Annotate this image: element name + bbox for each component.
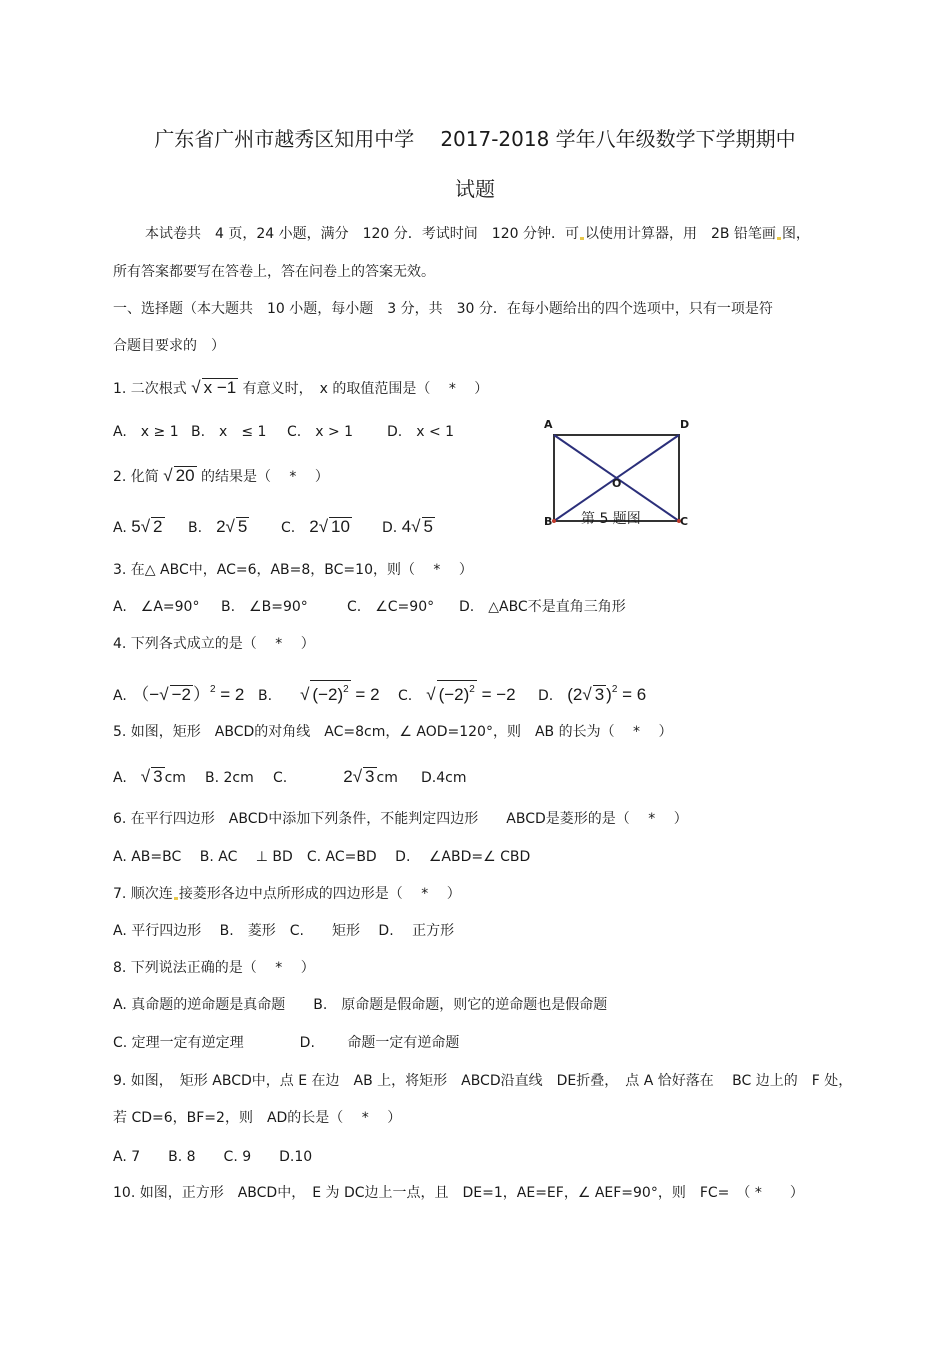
open: (2 (567, 685, 583, 704)
q2-option-d-math: 4√ 5 (401, 517, 433, 536)
figure-label-b: B (544, 515, 553, 528)
mark-dot (777, 237, 781, 240)
q2-option-d-label: D. (382, 520, 398, 536)
question-1-options (113, 422, 454, 442)
q5-option-a (113, 767, 205, 788)
radicand-group (310, 680, 350, 703)
q2-option-a (113, 517, 188, 538)
document-title-line1 (0, 125, 950, 153)
figure-label-c: C (680, 515, 689, 528)
radicand: 2 (153, 517, 163, 536)
exponent: 2 (611, 684, 618, 695)
q2-option-b (188, 517, 281, 538)
q2-option-d (382, 517, 435, 538)
figure-label-d: D (680, 418, 690, 431)
q4-option-a-math: （−√ −2 ）$^2$ = 2 (140, 684, 245, 704)
q1-option-b: B. x ≤ 1 (191, 424, 267, 440)
label: D. (538, 688, 554, 704)
q4-option-d (538, 680, 646, 706)
intro-line1 (145, 224, 810, 244)
q4-option-a (113, 680, 258, 706)
q1-option-a: A. x ≥ 1 (113, 424, 179, 440)
q3-option-d: D. △ABC不是直角三角形 (459, 599, 626, 615)
q5-option-d: D.4cm (421, 770, 467, 786)
coef: 4 (401, 517, 412, 536)
question-5-options (113, 767, 466, 788)
q2-option-c-math: 2√ 10 (309, 517, 350, 536)
question-9-stem-line1: 9. 如图， 矩形 ABCD中，点 E 在边 AB 上，将矩形 ABCD沿直线 DE折叠， 点 A 恰好落在 BC 边上的 F 处， (113, 1073, 853, 1089)
q5-option-b: B. 2cm (205, 770, 254, 786)
label: C. (398, 688, 413, 704)
close: ) (606, 685, 612, 704)
mark-dot (580, 237, 584, 240)
question-3-stem: 3. 在△ ABC中，AC=6，AB=8，BC=10，则（ * ） (113, 562, 473, 578)
q4-option-c (398, 680, 538, 706)
radicand-group (437, 680, 477, 703)
radicand: (−2) (312, 685, 344, 704)
coef: 2 (343, 767, 353, 786)
coef: 5 (131, 517, 141, 536)
q1-radicand: x −1 (203, 378, 237, 397)
point-b (552, 519, 556, 523)
q1-option-c: C. x > 1 (287, 424, 354, 440)
title-rest: 2017-2018 学年八年级数学下学期期中 (440, 127, 796, 151)
q2-option-a-label: A. (113, 520, 127, 536)
coef: 2 (216, 517, 226, 536)
question-7-stem (113, 884, 461, 904)
question-8-options-line1: A. 真命题的逆命题是真命题 B. 原命题是假命题，则它的逆命题也是假命题 (113, 997, 608, 1013)
question-3-options (113, 597, 626, 617)
question-9-options: A. 7 B. 8 C. 9 D.10 (113, 1149, 313, 1165)
q2-stem-b: 的结果是（ * ） (200, 469, 329, 485)
exponent: 2 (469, 684, 475, 695)
q1-radical: √ x −1 (191, 378, 237, 397)
q5-option-c (273, 767, 421, 788)
q1-stem-a: 1. 二次根式 (113, 381, 187, 397)
q7-stem-b: 接菱形各边中点所形成的四边形是（ * ） (178, 886, 461, 902)
q4-option-b (258, 680, 398, 706)
question-2-options (113, 517, 435, 538)
question-4-stem: 4. 下列各式成立的是（ * ） (113, 636, 315, 652)
q4-option-d-math: (2√ 3 )$^2$ = 6 (567, 684, 647, 704)
coef: 2 (309, 517, 319, 536)
q3-option-c: C. ∠C=90° (347, 599, 435, 615)
section-heading-line1: 一、选择题（本大题共 10 小题，每小题 3 分，共 30 分．在每小题给出的四个选项中，只有一项是符 (113, 301, 773, 317)
question-7-options: A. 平行四边形 B. 菱形 C. 矩形 D. 正方形 (113, 923, 455, 939)
question-5-stem: 5. 如图，矩形 ABCD的对角线 AC=8cm，∠ AOD=120°，则 AB 的长为（ * ） (113, 724, 673, 740)
question-6-stem: 6. 在平行四边形 ABCD中添加下列条件，不能判定四边形 ABCD是菱形的是（ * ） (113, 811, 688, 827)
radicand: 3 (365, 767, 375, 786)
exponent: 2 (343, 684, 349, 695)
question-9-stem-line2: 若 CD=6，BF=2，则 AD的长是（ * ） (113, 1110, 402, 1126)
radicand: 5 (423, 517, 433, 536)
q2-option-b-label: B. (188, 520, 203, 536)
equals: = 2 (355, 685, 380, 704)
figure-label-a: A (544, 418, 553, 431)
radicand: 3 (594, 685, 605, 704)
intro-text-b: 以使用计算器，用 2B 铅笔画 (584, 226, 776, 242)
label: A. (113, 688, 127, 704)
figure-label-o: O (612, 477, 622, 490)
unit: cm (376, 770, 398, 786)
label: C. (273, 770, 288, 786)
exponent: 2 (209, 684, 216, 695)
question-6-options: A. AB=BC B. AC ⊥ BD C. AC=BD D. ∠ABD=∠ CBD (113, 849, 531, 865)
question-8-options-line2: C. 定理一定有逆定理 D. 命题一定有逆命题 (113, 1035, 460, 1051)
q2-radicand: 20 (175, 466, 195, 485)
equals: = 6 (622, 685, 647, 704)
unit: cm (164, 770, 186, 786)
question-4-options (113, 680, 646, 706)
q7-stem-a: 7. 顺次连 (113, 886, 173, 902)
open: （− (140, 685, 160, 704)
label: B. (258, 688, 273, 704)
intro-text-a: 本试卷共 4 页，24 小题，满分 120 分．考试时间 120 分钟．可 (145, 226, 579, 242)
q5-option-a-math: √ 3 (140, 767, 163, 786)
intro-line2: 所有答案都要写在答卷上，答在问卷上的答案无效。 (113, 264, 435, 280)
label: A. (113, 770, 127, 786)
q2-radical: √ 20 (163, 466, 195, 485)
radicand: (−2) (438, 685, 470, 704)
radicand: −2 (171, 685, 191, 704)
equals: = 2 (220, 685, 245, 704)
q3-option-a: A. ∠A=90° (113, 599, 200, 615)
q2-stem-a: 2. 化简 (113, 469, 159, 485)
question-10-stem: 10. 如图，正方形 ABCD中， E 为 DC边上一点，且 DE=1，AE=EF，∠ AEF=90°，则 FC= （ * ） (113, 1185, 804, 1201)
figure-caption: 第 5 题图 (581, 511, 641, 527)
q2-option-a-math: 5√ 2 (131, 517, 163, 536)
q2-option-c-label: C. (281, 520, 296, 536)
radicand: 10 (331, 517, 350, 536)
title-school: 广东省广州市越秀区知用中学 (154, 127, 415, 151)
q5-option-c-math: 2√ 3 (343, 767, 375, 786)
question-2-stem (113, 466, 329, 487)
q2-option-b-math: 2√ 5 (216, 517, 248, 536)
q2-option-c (281, 517, 382, 538)
close: ） (192, 685, 210, 704)
radicand: 3 (153, 767, 163, 786)
mark-dot (174, 897, 178, 900)
equals: = −2 (481, 685, 516, 704)
q4-option-c-math: √ $(-2)^2 = -2$ (426, 685, 515, 704)
q3-option-b: B. ∠B=90° (221, 599, 308, 615)
question-8-stem: 8. 下列说法正确的是（ * ） (113, 960, 315, 976)
document-title-line2: 试题 (455, 177, 495, 201)
radicand: 5 (237, 517, 248, 536)
q1-stem-b: 有意义时， x 的取值范围是（ * ） (242, 381, 489, 397)
q4-option-b-math: √ $(-2)^2 = 2$ (300, 685, 379, 704)
section-heading-line2: 合题目要求的 ） (113, 338, 225, 354)
question-1-stem (113, 378, 488, 399)
intro-text-c: 图， (781, 226, 810, 242)
q1-option-d: D. x < 1 (387, 424, 455, 440)
